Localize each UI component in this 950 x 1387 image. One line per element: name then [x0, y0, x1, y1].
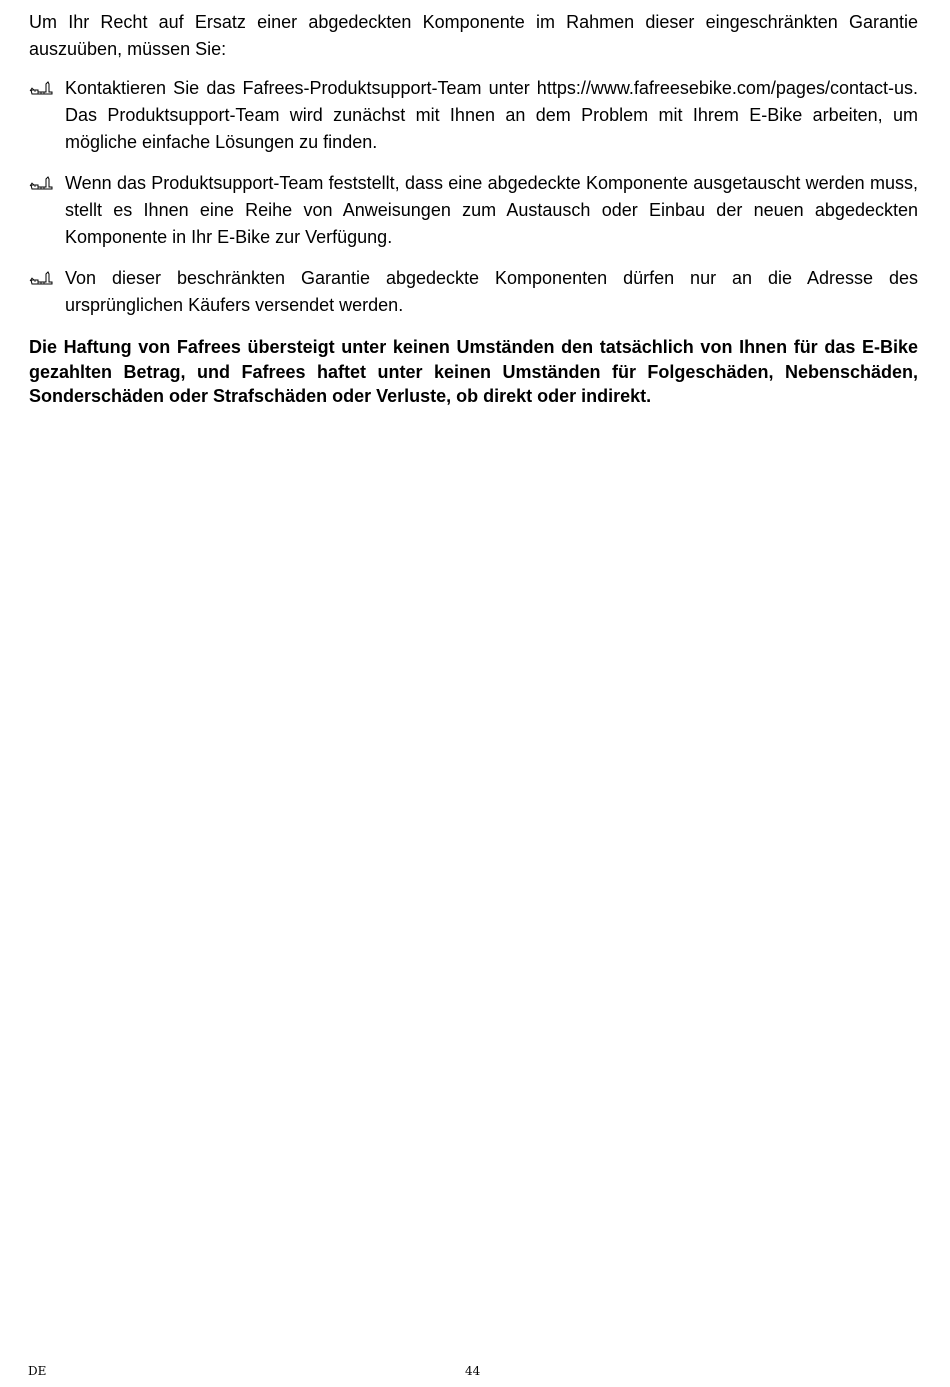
list-item-text: Von dieser beschränkten Garantie abgedeckte Komponenten dürfen nur an die Adresse des ursprünglichen Käufers versendet werden.	[65, 268, 918, 315]
intro-paragraph: Um Ihr Recht auf Ersatz einer abgedeckten Komponente im Rahmen dieser eingeschränkten Garantie auszuüben, müssen Sie:	[29, 12, 918, 59]
list-item-text: Kontaktieren Sie das Fafrees-Produktsupport-Team unter https://www.fafreesebike.com/pages/contact-us. Das Produktsupport-Team wird zunächst mit Ihnen an dem Problem mit Ihrem E-Bike arbeiten, um mögliche einfache Lösungen zu finden.	[65, 78, 918, 152]
page-footer	[0, 1364, 950, 1384]
footer-language: DE	[28, 1364, 47, 1378]
pointing-hand-icon	[29, 174, 55, 192]
instruction-list	[29, 75, 918, 319]
page-number: 44	[465, 1364, 481, 1378]
list-item	[29, 265, 918, 319]
list-item	[29, 75, 918, 156]
list-item	[29, 170, 918, 251]
list-item-text: Wenn das Produktsupport-Team feststellt, dass eine abgedeckte Komponente ausgetauscht werden muss, stellt es Ihnen eine Reihe von Anweisungen zum Austausch oder Einbau der neuen abgedeckten Komponente in Ihr E-Bike zur Verfügung.	[65, 173, 918, 247]
page-content	[29, 9, 918, 409]
liability-disclaimer: Die Haftung von Fafrees übersteigt unter keinen Umständen den tatsächlich von Ihnen für das E-Bike gezahlten Betrag, und Fafrees haftet unter keinen Umständen für Folgeschäden, Nebenschäden, Sonderschäden oder Strafschäden oder Verluste, ob direkt oder indirekt.	[29, 337, 918, 406]
pointing-hand-icon	[29, 79, 55, 97]
pointing-hand-icon	[29, 269, 55, 287]
